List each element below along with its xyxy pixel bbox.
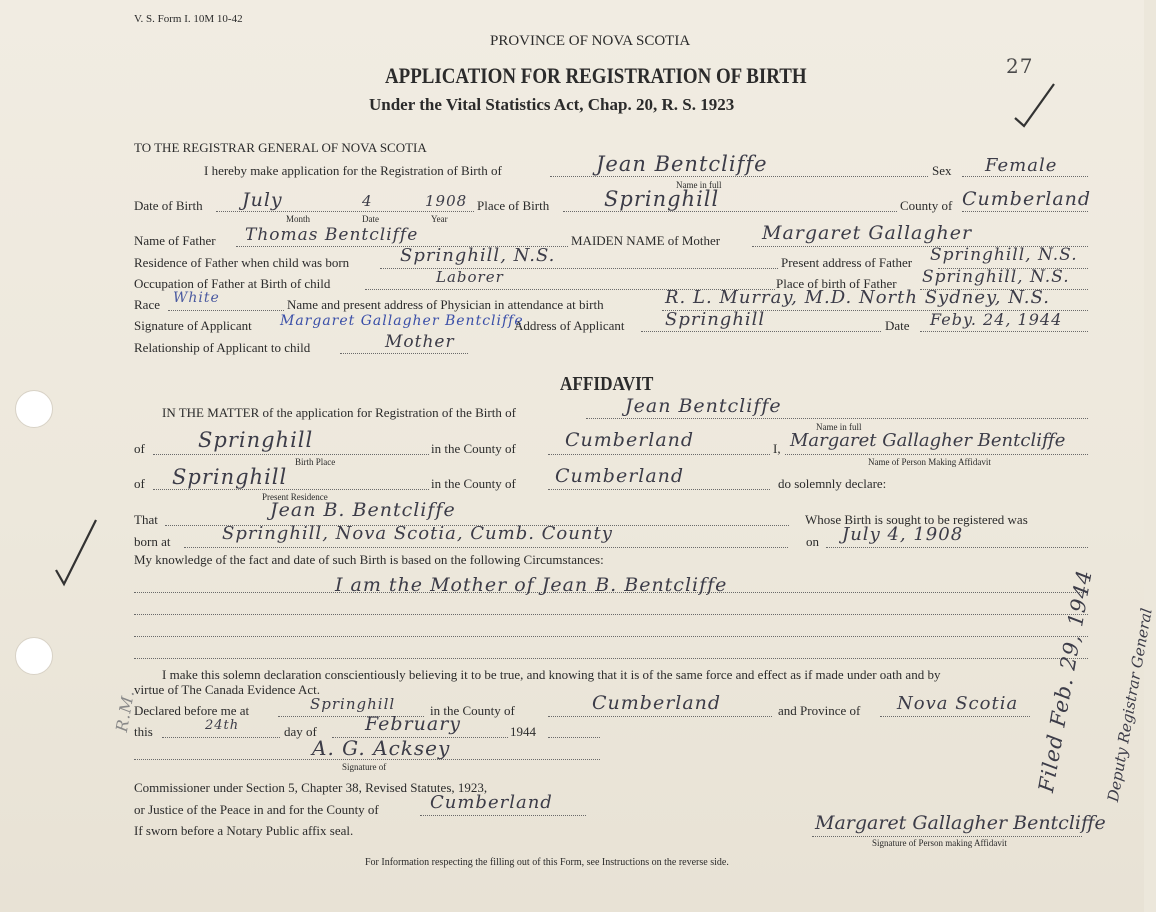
declared-county-label: in the County of [430,703,515,718]
justice-county-value: Cumberland [430,792,553,813]
province-heading: PROVINCE OF NOVA SCOTIA [490,33,691,49]
date-value: Feby. 24, 1944 [930,310,1063,329]
county-label: County of [900,198,953,213]
province-value: Nova Scotia [897,693,1019,714]
mother-maiden-label: MAIDEN NAME of Mother [571,233,721,248]
signature-label: Signature of Applicant [134,318,252,333]
dob-month-value: July [242,189,283,211]
born-at-label: born at [134,534,171,549]
sex-label: Sex [932,163,952,178]
day-value: 24th [205,718,240,733]
on-label: on [806,534,819,549]
mother-maiden-value: Margaret Gallagher [762,222,973,244]
registrar-note: Deputy Registrar General [1104,606,1156,804]
place-of-birth-label: Place of Birth [477,198,550,213]
birth-place-caption: Birth Place [295,457,336,467]
father-name-value: Thomas Bentcliffe [245,225,419,245]
birth-county-value: Cumberland [565,429,695,451]
father-present-label: Present address of Father [781,255,913,270]
residence-county-value: Cumberland [555,465,685,487]
father-birthplace-label: Place of birth of Father [776,276,897,291]
filed-note: Filed Feb. 29, 1944 [1034,567,1097,795]
knowledge-label: My knowledge of the fact and date of such Birth is based on the following Circumstances: [134,552,604,567]
father-occupation-label: Occupation of Father at Birth of child [134,276,331,291]
of-label-birth: of [134,441,145,456]
form-title: APPLICATION FOR REGISTRATION OF BIRTH [385,63,807,88]
month-value: February [365,713,462,735]
address-label: Address of Applicant [514,318,625,333]
year-value: 1944 [510,724,536,739]
place-of-birth-value: Springhill [604,187,720,211]
of-label-residence: of [134,476,145,491]
month-caption: Month [286,214,311,224]
whose-birth-label: Whose Birth is sought to be registered was [805,512,1028,527]
name-in-full-caption: Name in full [676,180,722,190]
residence-caption: Present Residence [262,492,328,502]
i-label: I, [773,441,781,456]
affidavit-heading: AFFIDAVIT [560,373,654,395]
race-value: White [173,290,220,306]
deponent-signature-caption: Signature of Person making Affidavit [872,838,1007,848]
declared-label: Declared before me at [134,703,250,718]
to-registrar-line: TO THE REGISTRAR GENERAL OF NOVA SCOTIA [134,140,427,155]
dob-year-value: 1908 [425,192,468,210]
commissioner-line: Commissioner under Section 5, Chapter 38, Revised Statutes, 1923, [134,780,488,795]
circumstances-value: I am the Mother of Jean B. Bentcliffe [335,574,728,596]
matter-label: IN THE MATTER of the application for Registration of the Birth of [162,405,516,420]
sex-value: Female [985,155,1058,176]
father-occupation-value: Laborer [436,268,504,286]
father-present-value: Springhill, N.S. [930,245,1078,265]
form-id: V. S. Form I. 10M 10-42 [134,13,243,25]
punch-hole-top [15,390,53,428]
form-subtitle: Under the Vital Statistics Act, Chap. 20, R. S. 1923 [369,95,735,114]
father-residence-label: Residence of Father when child was born [134,255,350,270]
this-label: this [134,724,153,739]
signature-of-caption: Signature of [342,762,387,772]
footer-note: For Information respecting the filling out of this Form, see Instructions on the reverse side. [365,857,729,868]
declaration-line-1: I make this solemn declaration conscientiously believing it to be true, and knowing that it is of the same force and effect as if made under oath and by [162,667,941,682]
child-name-value: Jean Bentcliffe [596,152,768,176]
race-label: Race [134,297,160,312]
father-birthplace-value: Springhill, N.S. [922,267,1070,287]
declared-at-value: Springhill [310,695,396,713]
province-label: and Province of [778,703,861,718]
date-label: Date [885,318,910,333]
deponent-caption: Name of Person Making Affidavit [868,457,991,467]
father-name-label: Name of Father [134,233,216,248]
commissioner-signature-value: A. G. Acksey [312,736,451,760]
margin-checkmark-icon [50,512,110,592]
that-name-value: Jean B. Bentcliffe [270,499,456,521]
deponent-signature-value: Margaret Gallagher Bentcliffe [815,812,1106,834]
relationship-value: Mother [385,332,455,352]
margin-initials: R.M. [112,688,139,734]
residence-value: Springhill [172,465,288,489]
notary-line: If sworn before a Notary Public affix seal. [134,823,354,838]
checkmark-icon [1010,80,1060,130]
affidavit-child-name: Jean Bentcliffe [625,395,782,417]
declare-label: do solemnly declare: [778,476,887,491]
affidavit-name-in-full-caption: Name in full [816,422,862,432]
birth-county-label: in the County of [431,441,516,456]
declaration-line-2: virtue of The Canada Evidence Act. [134,682,321,697]
address-value: Springhill [665,309,766,330]
birth-place-value: Springhill [198,428,314,452]
county-value: Cumberland [962,188,1092,210]
that-label: That [134,512,158,527]
page-number: 27 [1006,54,1034,78]
physician-label: Name and present address of Physician in attendance at birth [287,297,604,312]
born-at-value: Springhill, Nova Scotia, Cumb. County [222,523,613,544]
day-of-label: day of [284,724,317,739]
deponent-name-value: Margaret Gallagher Bentcliffe [790,430,1066,451]
dob-label: Date of Birth [134,198,203,213]
physician-value: R. L. Murray, M.D. North Sydney, N.S. [665,287,1050,308]
born-on-value: July 4, 1908 [842,524,964,545]
residence-county-label: in the County of [431,476,516,491]
applicant-signature-value: Margaret Gallagher Bentcliffe [280,313,524,329]
punch-hole-bottom [15,637,53,675]
year-caption: Year [431,214,448,224]
relationship-label: Relationship of Applicant to child [134,340,311,355]
justice-label: or Justice of the Peace in and for the County of [134,802,379,817]
intro-label: I hereby make application for the Registration of Birth of [204,163,502,178]
declared-county-value: Cumberland [592,692,722,714]
date-caption: Date [362,214,379,224]
dob-date-value: 4 [362,192,373,210]
father-residence-value: Springhill, N.S. [400,245,556,266]
